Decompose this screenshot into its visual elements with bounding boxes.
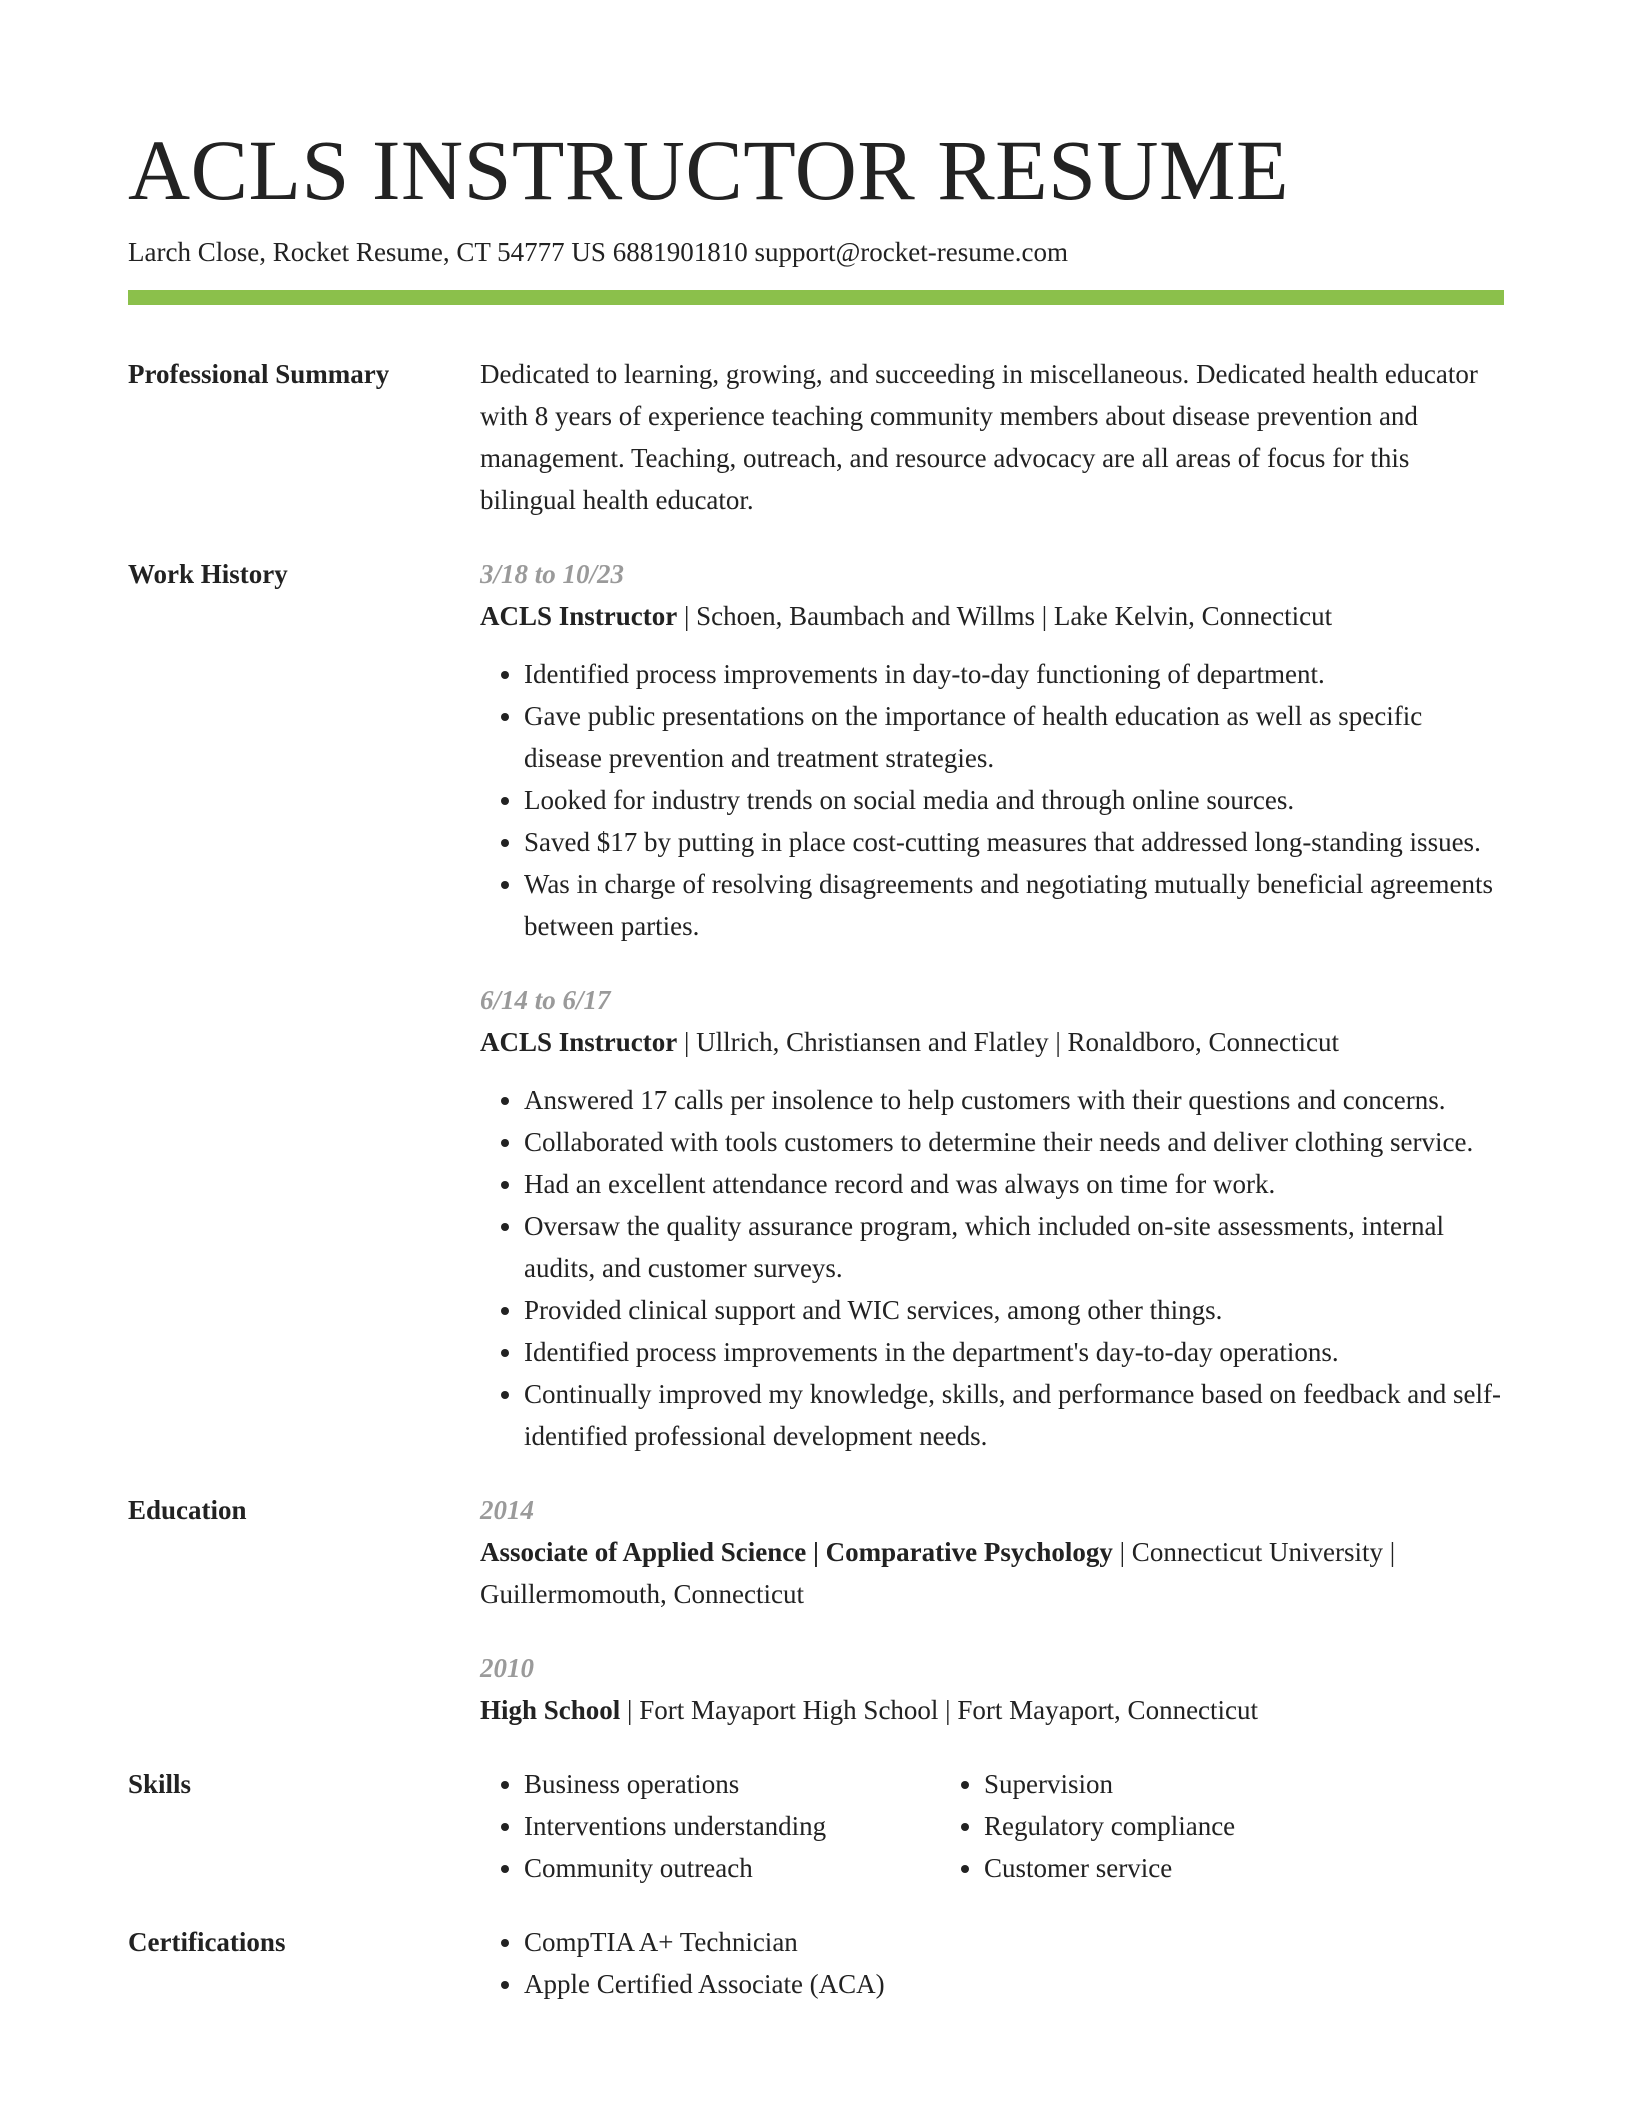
list-item: • Looked for industry trends on social media and through online sources. <box>524 779 1504 821</box>
list-item: • Gave public presentations on the importance of health education as well as specific disease prevention and treatment strategies. <box>524 695 1504 779</box>
section-education <box>128 1489 1504 1731</box>
education-line <box>480 1689 1504 1731</box>
list-item: • Saved $17 by putting in place cost-cutting measures that addressed long-standing issues. <box>524 821 1504 863</box>
job-line <box>480 595 1504 637</box>
education-entry <box>480 1647 1504 1731</box>
education-details: | Connecticut University | Guillermomouth, Connecticut <box>480 1537 1396 1609</box>
job-dates: 6/14 to 6/17 <box>480 985 611 1015</box>
education-year: 2010 <box>480 1653 534 1683</box>
job-entry <box>480 553 1504 947</box>
job-details: | Ullrich, Christiansen and Flatley | Ronaldboro, Connecticut <box>677 1027 1339 1057</box>
section-title-skills: Skills <box>128 1769 192 1799</box>
list-item: • Answered 17 calls per insolence to help customers with their questions and concerns. <box>524 1079 1504 1121</box>
list-item: • Community outreach <box>524 1847 940 1889</box>
job-role: ACLS Instructor <box>480 1027 678 1057</box>
education-entry <box>480 1489 1504 1615</box>
education-line <box>480 1531 1504 1615</box>
list-item: • Oversaw the quality assurance program, which included on-site assessments, internal audits, and customer surveys. <box>524 1205 1504 1289</box>
section-certifications <box>128 1921 1504 2005</box>
list-item: • Collaborated with tools customers to determine their needs and deliver clothing service. <box>524 1121 1504 1163</box>
education-year: 2014 <box>480 1495 534 1525</box>
job-role: ACLS Instructor <box>480 601 678 631</box>
contact-line: Larch Close, Rocket Resume, CT 54777 US 6881901810 support@rocket-resume.com <box>128 237 1068 267</box>
resume-page <box>128 118 1504 2037</box>
section-title-summary: Professional Summary <box>128 359 390 389</box>
job-entry <box>480 979 1504 1457</box>
skills-list-left <box>480 1763 940 1889</box>
summary-text: Dedicated to learning, growing, and succeeding in miscellaneous. Dedicated health educator with 8 years of experience teaching community members about disease prevention and management. Teaching, outreach, and resource advocacy are all areas of focus for this bilingual health educator. <box>480 359 1478 515</box>
list-item: • Continually improved my knowledge, skills, and performance based on feedback and self-identified professional development needs. <box>524 1373 1504 1457</box>
list-item: • Supervision <box>984 1763 1400 1805</box>
job-details: | Schoen, Baumbach and Willms | Lake Kelvin, Connecticut <box>677 601 1333 631</box>
list-item: • Identified process improvements in day-to-day functioning of department. <box>524 653 1504 695</box>
list-item: • Was in charge of resolving disagreements and negotiating mutually beneficial agreements between parties. <box>524 863 1504 947</box>
section-skills <box>128 1763 1504 1889</box>
list-item: • Had an excellent attendance record and was always on time for work. <box>524 1163 1504 1205</box>
list-item: • Customer service <box>984 1847 1400 1889</box>
section-summary <box>128 353 1504 521</box>
list-item: • Provided clinical support and WIC services, among other things. <box>524 1289 1504 1331</box>
list-item: • Identified process improvements in the department's day-to-day operations. <box>524 1331 1504 1373</box>
list-item: • Interventions understanding <box>524 1805 940 1847</box>
list-item: • Business operations <box>524 1763 940 1805</box>
education-degree: Associate of Applied Science | Comparative Psychology <box>480 1537 1113 1567</box>
job-line <box>480 1021 1504 1063</box>
section-title-work-history: Work History <box>128 559 288 589</box>
section-title-certifications: Certifications <box>128 1927 286 1957</box>
job-bullets <box>480 1079 1504 1457</box>
section-title-education: Education <box>128 1495 247 1525</box>
resume-title: ACLS INSTRUCTOR RESUME <box>128 122 1290 218</box>
education-degree: High School <box>480 1695 621 1725</box>
list-item: • Regulatory compliance <box>984 1805 1400 1847</box>
skills-list-right <box>940 1763 1400 1889</box>
education-details: | Fort Mayaport High School | Fort Mayaport, Connecticut <box>620 1695 1259 1725</box>
skills-columns <box>480 1763 1504 1889</box>
list-item: • Apple Certified Associate (ACA) <box>524 1963 1504 2005</box>
header-divider <box>128 290 1504 305</box>
section-work-history <box>128 553 1504 1457</box>
certifications-list <box>480 1921 1504 2005</box>
job-dates: 3/18 to 10/23 <box>480 559 625 589</box>
list-item: • CompTIA A+ Technician <box>524 1921 1504 1963</box>
job-bullets <box>480 653 1504 947</box>
